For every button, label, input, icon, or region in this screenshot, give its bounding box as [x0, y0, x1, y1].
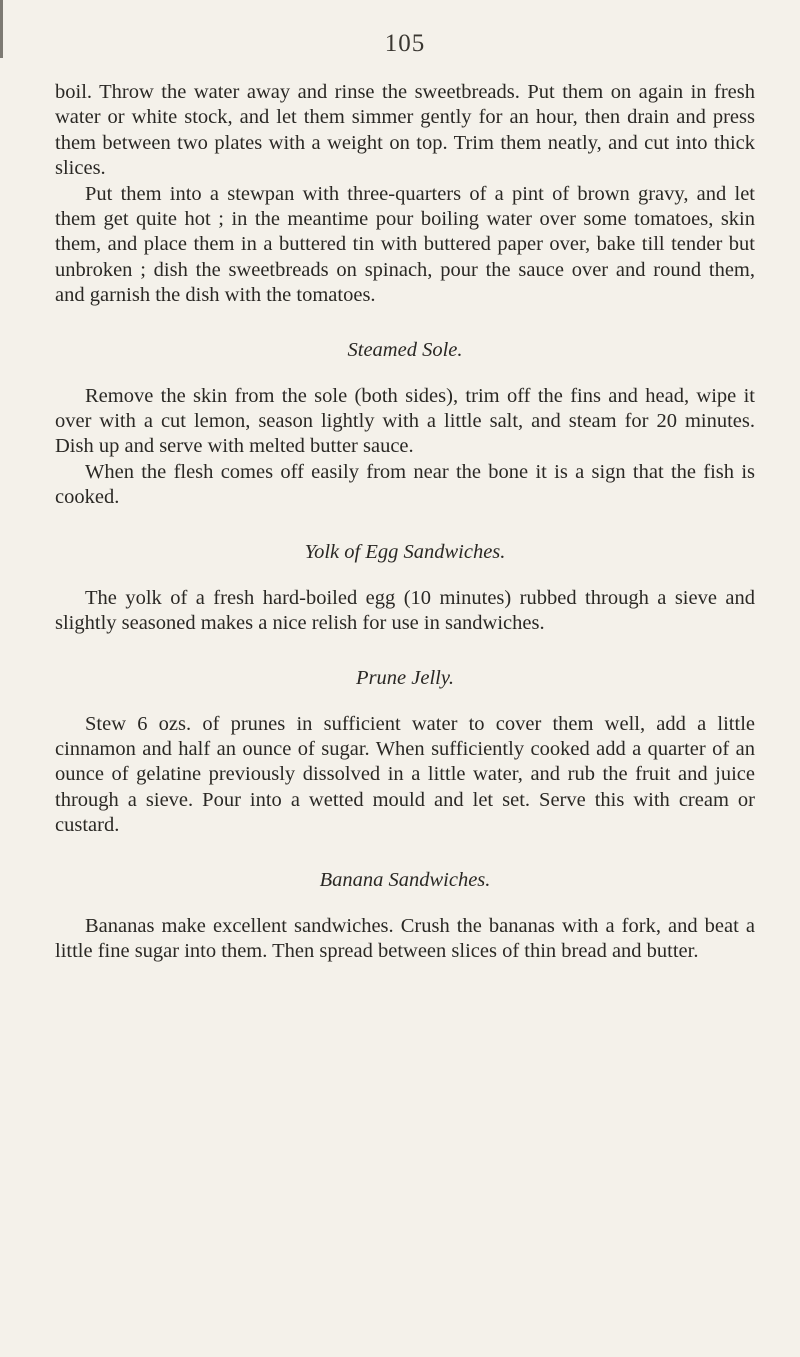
recipe-paragraph: Bananas make excellent sandwiches. Crush the bananas with a fork, and beat a little fine sugar into them. Then spread between slices of thin bread and butter. [55, 914, 755, 962]
recipe-paragraph: When the flesh comes off easily from near the bone it is a sign that the fish is cooked. [55, 460, 755, 509]
intro-paragraph-1: boil. Throw the water away and rinse the sweetbreads. Put them on again in fresh water or white stock, and let them simmer gently for an hour, then drain and press them between two plates with a weight on top. Trim them neatly, and cut into thick slices. [55, 81, 755, 180]
recipe-steamed-sole [55, 337, 755, 511]
recipe-title: Prune Jelly. [356, 666, 454, 689]
recipe-paragraph: Stew 6 ozs. of prunes in sufficient water to cover them well, add a little cinnamon and half an ounce of sugar. When sufficiently cooked add a quarter of an ounce of gelatine previously dissolved in a little water, and rub the fruit and juice through a sieve. Pour into a wetted mould and let set. Serve this with cream or custard. [55, 712, 755, 837]
intro-section [55, 80, 755, 309]
recipe-paragraph: Remove the skin from the sole (both sides), trim off the fins and head, wipe it over with a cut lemon, season lightly with a little salt, and steam for 20 minutes. Dish up and serve with melted butter sauce. [55, 384, 755, 458]
page-number: 105 [384, 30, 426, 57]
recipe-title: Yolk of Egg Sandwiches. [304, 540, 506, 563]
book-page [55, 30, 755, 964]
recipe-banana-sandwiches [55, 867, 755, 965]
intro-paragraph-2: Put them into a stewpan with three-quarters of a pint of brown gravy, and let them get quite hot ; in the meantime pour boiling water over some tomatoes, skin them, and place them in a buttered tin with buttered paper over, bake till tender but unbroken ; dish the sweetbreads on spinach, pour the sauce over and round them, and garnish the dish with the tomatoes. [55, 182, 755, 307]
recipe-title: Banana Sandwiches. [319, 868, 491, 891]
recipe-title: Steamed Sole. [347, 338, 463, 361]
recipe-paragraph: The yolk of a fresh hard-boiled egg (10 minutes) rubbed through a sieve and slightly seasoned makes a nice relish for use in sandwiches. [55, 586, 755, 635]
recipe-prune-jelly [55, 665, 755, 839]
page-edge-mark [0, 0, 3, 58]
recipe-yolk-of-egg-sandwiches [55, 539, 755, 637]
